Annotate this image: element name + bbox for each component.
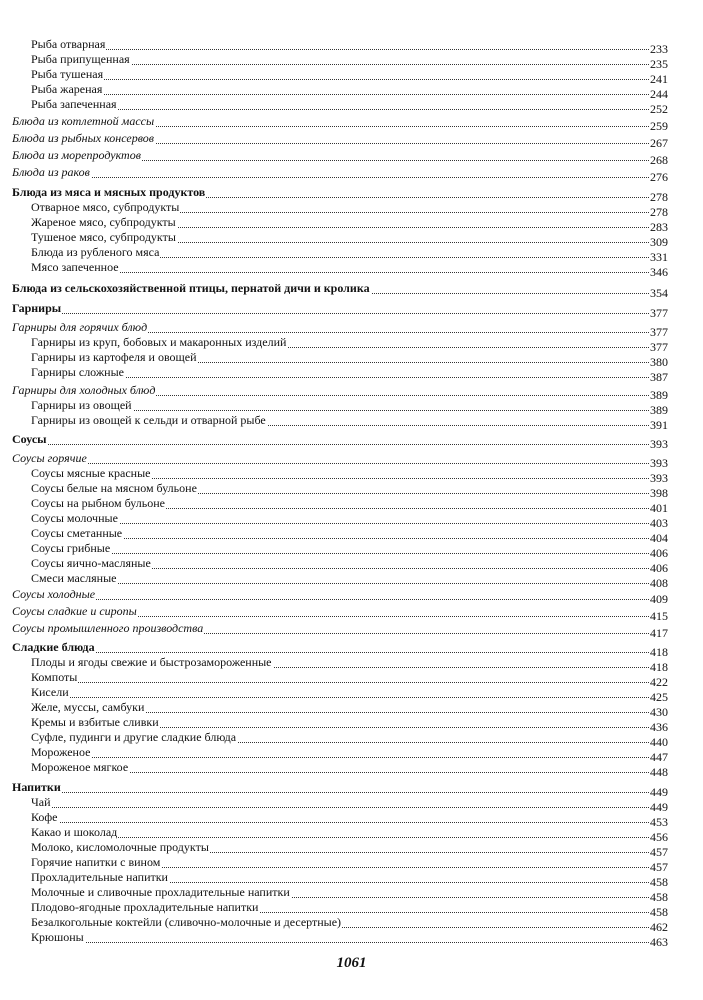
toc-entry-page: 403 — [650, 516, 668, 530]
toc-entry-title: Желе, муссы, самбуки — [31, 700, 145, 714]
toc-entry — [0, 200, 703, 219]
toc-entry — [0, 365, 703, 384]
toc-entry-page: 380 — [650, 355, 668, 369]
leader-dots — [12, 651, 667, 653]
toc-entry-page: 462 — [650, 920, 668, 934]
toc-entry-page: 406 — [650, 561, 668, 575]
toc-entry-title: Соусы на рыбном бульоне — [31, 496, 165, 510]
toc-entry-page: 387 — [650, 370, 668, 384]
toc-entry-title: Мясо запеченное — [31, 260, 119, 274]
leader-dots — [12, 462, 667, 464]
toc-entry — [0, 810, 703, 829]
toc-entry-page: 278 — [650, 205, 668, 219]
toc-entry-page: 453 — [650, 815, 668, 829]
leader-dots — [31, 582, 667, 584]
toc-entry-page: 418 — [650, 660, 668, 674]
toc-entry-page: 401 — [650, 501, 668, 515]
toc-entry-title: Блюда из рыбных консервов — [12, 131, 154, 145]
toc-entry — [0, 52, 703, 71]
toc-entry — [0, 37, 703, 56]
toc-entry-title: Безалкогольные коктейли (сливочно-молочные и десертные) — [31, 915, 342, 929]
toc-entry — [0, 320, 703, 339]
toc-entry — [0, 655, 703, 674]
toc-entry-page: 278 — [650, 190, 668, 204]
toc-entry-title: Компоты — [31, 670, 78, 684]
leader-dots — [31, 537, 667, 539]
toc-entry-page: 377 — [650, 340, 668, 354]
toc-entry — [0, 541, 703, 560]
leader-dots — [31, 522, 667, 524]
toc-entry-title: Прохладительные напитки — [31, 870, 168, 884]
toc-entry-page: 448 — [650, 765, 668, 779]
toc-entry-title: Кофе — [31, 810, 58, 824]
toc-entry-page: 252 — [650, 102, 668, 116]
toc-entry-title: Гарниры сложные — [31, 365, 124, 379]
toc-entry-title: Соусы сметанные — [31, 526, 123, 540]
toc-entry-title: Соусы яично-масляные — [31, 556, 151, 570]
leader-dots — [31, 836, 667, 838]
toc-entry-page: 267 — [650, 136, 668, 150]
leader-dots — [31, 696, 667, 698]
toc-entry-page: 458 — [650, 875, 668, 889]
toc-entry — [0, 383, 703, 402]
toc-entry — [0, 432, 703, 451]
leader-dots — [31, 108, 667, 110]
leader-dots — [31, 821, 667, 823]
leader-dots — [12, 443, 667, 445]
toc-entry-page: 233 — [650, 42, 668, 56]
toc-entry — [0, 587, 703, 606]
toc-entry-page: 391 — [650, 418, 668, 432]
toc-entry-page: 418 — [650, 645, 668, 659]
page-number: 1061 — [336, 955, 367, 971]
toc-entry-page: 276 — [650, 170, 668, 184]
toc-entry — [0, 148, 703, 167]
toc-entry-title: Кисели — [31, 685, 69, 699]
toc-entry — [0, 97, 703, 116]
toc-entry-title: Плоды и ягоды свежие и быстрозамороженные — [31, 655, 272, 669]
toc-entry-page: 408 — [650, 576, 668, 590]
toc-entry-page: 398 — [650, 486, 668, 500]
toc-entry-title: Соусы молочные — [31, 511, 118, 525]
toc-entry-title: Рыба жареная — [31, 82, 103, 96]
toc-entry — [0, 165, 703, 184]
leader-dots — [31, 756, 667, 758]
toc-entry-page: 449 — [650, 800, 668, 814]
toc-entry — [0, 451, 703, 470]
toc-entry — [0, 870, 703, 889]
leader-dots — [12, 176, 667, 178]
toc-entry-page: 463 — [650, 935, 668, 949]
leader-dots — [31, 78, 667, 80]
toc-entry-title: Молоко, кисломолочные продукты — [31, 840, 209, 854]
toc-entry — [0, 496, 703, 515]
toc-entry-title: Соусы промышленного производства — [12, 621, 204, 635]
toc-entry-page: 259 — [650, 119, 668, 133]
toc-entry-page: 377 — [650, 325, 668, 339]
toc-entry — [0, 900, 703, 919]
toc-entry-title: Горячие напитки с вином — [31, 855, 161, 869]
toc-entry-title: Гарниры из овощей — [31, 398, 132, 412]
leader-dots — [31, 376, 667, 378]
toc-entry-page: 268 — [650, 153, 668, 167]
toc-entry — [0, 82, 703, 101]
toc-entry-title: Соусы белые на мясном бульоне — [31, 481, 197, 495]
toc-entry — [0, 413, 703, 432]
toc-entry-title: Какао и шоколад — [31, 825, 118, 839]
toc-entry-title: Тушеное мясо, субпродукты — [31, 230, 176, 244]
toc-entry-page: 457 — [650, 860, 668, 874]
leader-dots — [31, 552, 667, 554]
toc-entry — [0, 131, 703, 150]
leader-dots — [31, 93, 667, 95]
toc-entry-page: 331 — [650, 250, 668, 264]
toc-entry — [0, 915, 703, 934]
toc-entry-page: 417 — [650, 626, 668, 640]
toc-entry — [0, 114, 703, 133]
toc-entry — [0, 885, 703, 904]
toc-entry-title: Соусы горячие — [12, 451, 87, 465]
toc-entry-title: Мороженое — [31, 745, 91, 759]
toc-entry-title: Блюда из котлетной массы — [12, 114, 155, 128]
toc-entry-title: Рыба отварная — [31, 37, 106, 51]
toc-entry-title: Крюшоны — [31, 930, 84, 944]
toc-entry-page: 430 — [650, 705, 668, 719]
toc-entry — [0, 301, 703, 320]
toc-entry-title: Сладкие блюда — [12, 640, 95, 654]
toc-entry-page: 406 — [650, 546, 668, 560]
toc-entry-title: Блюда из морепродуктов — [12, 148, 141, 162]
toc-entry — [0, 185, 703, 204]
toc-entry — [0, 215, 703, 234]
toc-entry — [0, 260, 703, 279]
toc-entry — [0, 571, 703, 590]
toc-entry-title: Соусы сладкие и сиропы — [12, 604, 137, 618]
toc-entry-page: 415 — [650, 609, 668, 623]
toc-entry — [0, 825, 703, 844]
leader-dots — [31, 681, 667, 683]
toc-entry-page: 440 — [650, 735, 668, 749]
toc-entry-title: Рыба тушеная — [31, 67, 104, 81]
toc-entry — [0, 511, 703, 530]
toc-entry-page: 447 — [650, 750, 668, 764]
toc-entry-title: Жареное мясо, субпродукты — [31, 215, 176, 229]
toc-entry — [0, 780, 703, 799]
toc-entry-title: Гарниры из круп, бобовых и макаронных изделий — [31, 335, 287, 349]
toc-entry-page: 422 — [650, 675, 668, 689]
leader-dots — [31, 271, 667, 273]
leader-dots — [12, 598, 667, 600]
toc-entry — [0, 930, 703, 949]
toc-entry-title: Смеси масляные — [31, 571, 117, 585]
toc-entry — [0, 855, 703, 874]
toc-entry-title: Отварное мясо, субпродукты — [31, 200, 180, 214]
toc-entry-title: Соусы грибные — [31, 541, 111, 555]
toc-entry-title: Соусы — [12, 432, 47, 446]
toc-entry-page: 283 — [650, 220, 668, 234]
toc-entry — [0, 795, 703, 814]
leader-dots — [31, 806, 667, 808]
toc-entry — [0, 685, 703, 704]
toc-entry — [0, 760, 703, 779]
toc-entry — [0, 840, 703, 859]
toc-entry-title: Напитки — [12, 780, 61, 794]
toc-entry-page: 425 — [650, 690, 668, 704]
toc-entry — [0, 526, 703, 545]
leader-dots — [31, 48, 667, 50]
toc-entry-title: Гарниры из овощей к сельди и отварной рыбе — [31, 413, 266, 427]
toc-entry — [0, 621, 703, 640]
toc-entry — [0, 67, 703, 86]
toc-entry-title: Блюда из мяса и мясных продуктов — [12, 185, 206, 199]
toc-entry-page: 449 — [650, 785, 668, 799]
toc-entry — [0, 730, 703, 749]
toc-entry-title: Гарниры — [12, 301, 62, 315]
toc-entry-title: Гарниры для холодных блюд — [12, 383, 156, 397]
toc-entry-title: Блюда из раков — [12, 165, 90, 179]
toc-entry-page: 244 — [650, 87, 668, 101]
toc-entry-title: Суфле, пудинги и другие сладкие блюда — [31, 730, 237, 744]
toc-entry — [0, 670, 703, 689]
toc-entry — [0, 230, 703, 249]
toc-entry — [0, 604, 703, 623]
toc-entry-page: 436 — [650, 720, 668, 734]
toc-entry-page: 457 — [650, 845, 668, 859]
toc-entry-page: 458 — [650, 905, 668, 919]
toc-entry — [0, 335, 703, 354]
toc-entry — [0, 398, 703, 417]
toc-entry-title: Молочные и сливочные прохладительные напитки — [31, 885, 290, 899]
toc-entry — [0, 556, 703, 575]
toc-entry — [0, 640, 703, 659]
toc-entry — [0, 715, 703, 734]
toc-entry-title: Соусы холодные — [12, 587, 96, 601]
toc-entry-title: Блюда из сельскохозяйственной птицы, пернатой дичи и кролика — [12, 281, 370, 295]
toc-entry — [0, 745, 703, 764]
toc-entry — [0, 245, 703, 264]
leader-dots — [12, 791, 667, 793]
toc-entry-page: 409 — [650, 592, 668, 606]
toc-entry-title: Рыба припущенная — [31, 52, 130, 66]
toc-entry-page: 393 — [650, 437, 668, 451]
toc-entry-title: Рыба запеченная — [31, 97, 117, 111]
toc-entry-page: 346 — [650, 265, 668, 279]
toc-entry-page: 389 — [650, 403, 668, 417]
toc-entry-title: Блюда из рубленого мяса — [31, 245, 160, 259]
toc-entry-title: Гарниры для горячих блюд — [12, 320, 148, 334]
toc-entry-page: 354 — [650, 286, 668, 300]
toc-entry-page: 458 — [650, 890, 668, 904]
toc-entry-page: 393 — [650, 456, 668, 470]
toc-entry-page: 309 — [650, 235, 668, 249]
toc-entry-title: Плодово-ягодные прохладительные напитки — [31, 900, 259, 914]
toc-entry-page: 389 — [650, 388, 668, 402]
toc-entry-title: Мороженое мягкое — [31, 760, 129, 774]
leader-dots — [12, 312, 667, 314]
toc-entry — [0, 481, 703, 500]
toc-entry — [0, 350, 703, 369]
toc-entry-title: Кремы и взбитые сливки — [31, 715, 159, 729]
toc-entry-page: 241 — [650, 72, 668, 86]
toc-entry — [0, 700, 703, 719]
toc-entry-page: 393 — [650, 471, 668, 485]
toc-entry-page: 456 — [650, 830, 668, 844]
toc-entry-title: Чай — [31, 795, 51, 809]
toc-entry — [0, 281, 703, 300]
toc-entry-page: 377 — [650, 306, 668, 320]
toc-entry-title: Соусы мясные красные — [31, 466, 151, 480]
toc-entry-page: 235 — [650, 57, 668, 71]
toc-entry — [0, 466, 703, 485]
toc-entry-title: Гарниры из картофеля и овощей — [31, 350, 197, 364]
leader-dots — [31, 941, 667, 943]
toc-entry-page: 404 — [650, 531, 668, 545]
